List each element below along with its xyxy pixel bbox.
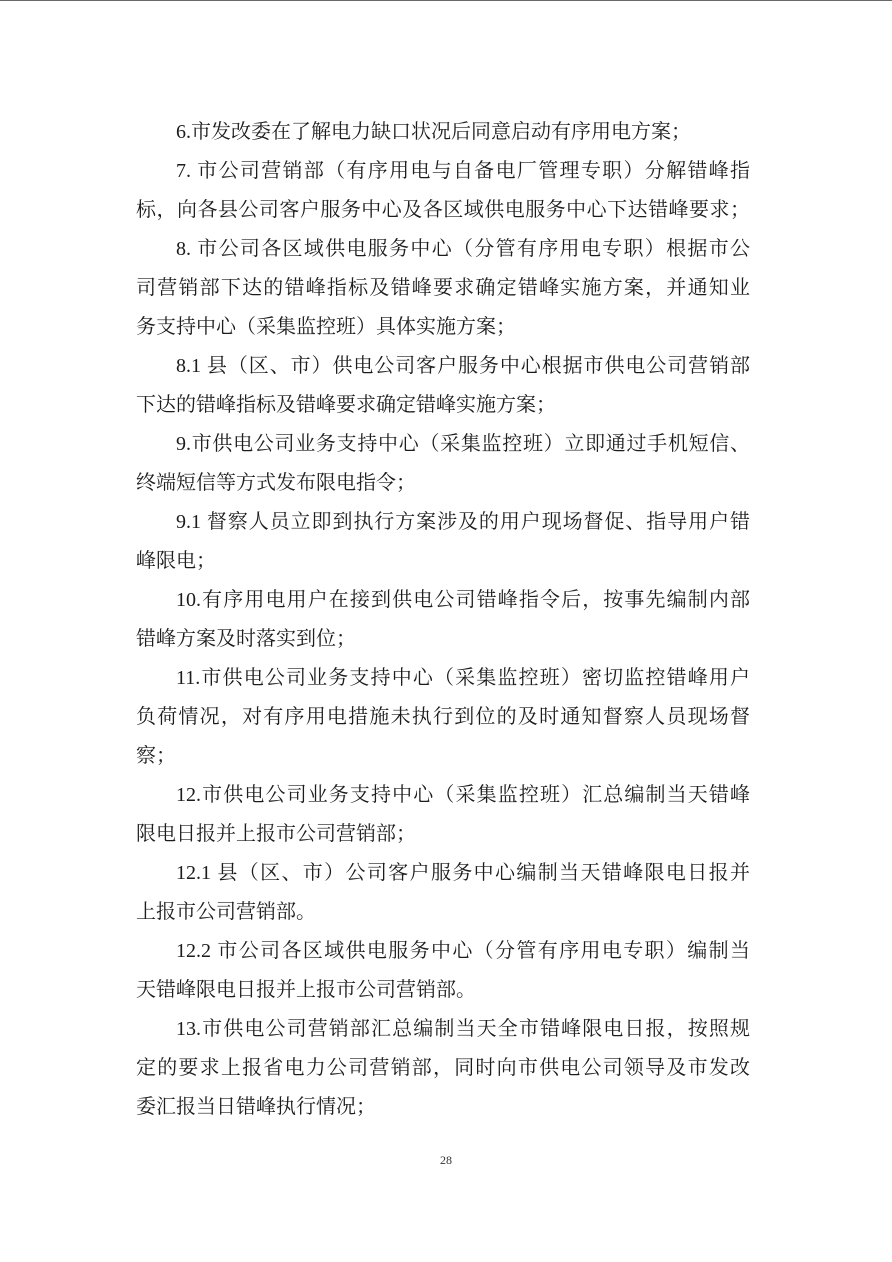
text-line: 错峰方案及时落实到位； xyxy=(136,628,356,650)
text-line: 7. 市公司营销部（有序用电与自备电厂管理专职）分解错峰指 xyxy=(176,160,750,182)
text-line: 8. 市公司各区域供电服务中心（分管有序用电专职）根据市公 xyxy=(176,238,750,260)
text-line: 6.市发改委在了解电力缺口状况后同意启动有序用电方案； xyxy=(176,121,691,143)
paragraph-step-12-2 xyxy=(136,932,750,1010)
page-top-edge xyxy=(0,0,892,1)
text-line: 12.2 市公司各区域供电服务中心（分管有序用电专职）编制当 xyxy=(176,940,750,962)
text-line: 司营销部下达的错峰指标及错峰要求确定错峰实施方案，并通知业 xyxy=(136,277,750,299)
paragraph-step-10 xyxy=(136,581,750,659)
paragraph-step-9-1 xyxy=(136,503,750,581)
paragraph-step-11 xyxy=(136,659,750,776)
paragraph-step-12 xyxy=(136,776,750,854)
text-line: 务支持中心（采集监控班）具体实施方案； xyxy=(136,316,516,338)
text-line: 限电日报并上报市公司营销部； xyxy=(136,823,416,845)
text-line: 天错峰限电日报并上报市公司营销部。 xyxy=(136,979,476,1001)
text-line: 委汇报当日错峰执行情况； xyxy=(136,1096,376,1118)
paragraph-step-6 xyxy=(136,113,750,152)
text-line: 9.1 督察人员立即到执行方案涉及的用户现场督促、指导用户错 xyxy=(176,511,750,533)
text-line: 峰限电； xyxy=(136,550,216,572)
paragraph-step-7 xyxy=(136,152,750,230)
text-line: 8.1 县（区、市）供电公司客户服务中心根据市供电公司营销部 xyxy=(176,355,750,377)
page-number: 28 xyxy=(440,1153,452,1167)
paragraph-step-13 xyxy=(136,1010,750,1127)
text-line: 10.有序用电用户在接到供电公司错峰指令后，按事先编制内部 xyxy=(176,589,750,611)
text-line: 下达的错峰指标及错峰要求确定错峰实施方案； xyxy=(136,394,556,416)
text-line: 终端短信等方式发布限电指令； xyxy=(136,472,416,494)
text-line: 定的要求上报省电力公司营销部，同时向市供电公司领导及市发改 xyxy=(136,1057,750,1079)
text-line: 上报市公司营销部。 xyxy=(136,901,316,923)
text-line: 负荷情况，对有序用电措施未执行到位的及时通知督察人员现场督 xyxy=(136,706,750,728)
paragraph-step-9 xyxy=(136,425,750,503)
document-body xyxy=(136,113,750,1127)
text-line: 12.1 县（区、市）公司客户服务中心编制当天错峰限电日报并 xyxy=(176,862,750,884)
paragraph-step-12-1 xyxy=(136,854,750,932)
paragraph-step-8 xyxy=(136,230,750,347)
text-line: 察； xyxy=(136,745,176,767)
text-line: 12.市供电公司业务支持中心（采集监控班）汇总编制当天错峰 xyxy=(176,784,750,806)
text-line: 13.市供电公司营销部汇总编制当天全市错峰限电日报，按照规 xyxy=(176,1018,750,1040)
text-line: 9.市供电公司业务支持中心（采集监控班）立即通过手机短信、 xyxy=(176,433,750,455)
paragraph-step-8-1 xyxy=(136,347,750,425)
text-line: 11.市供电公司业务支持中心（采集监控班）密切监控错峰用户 xyxy=(176,667,750,689)
text-line: 标，向各县公司客户服务中心及各区域供电服务中心下达错峰要求； xyxy=(136,199,750,221)
